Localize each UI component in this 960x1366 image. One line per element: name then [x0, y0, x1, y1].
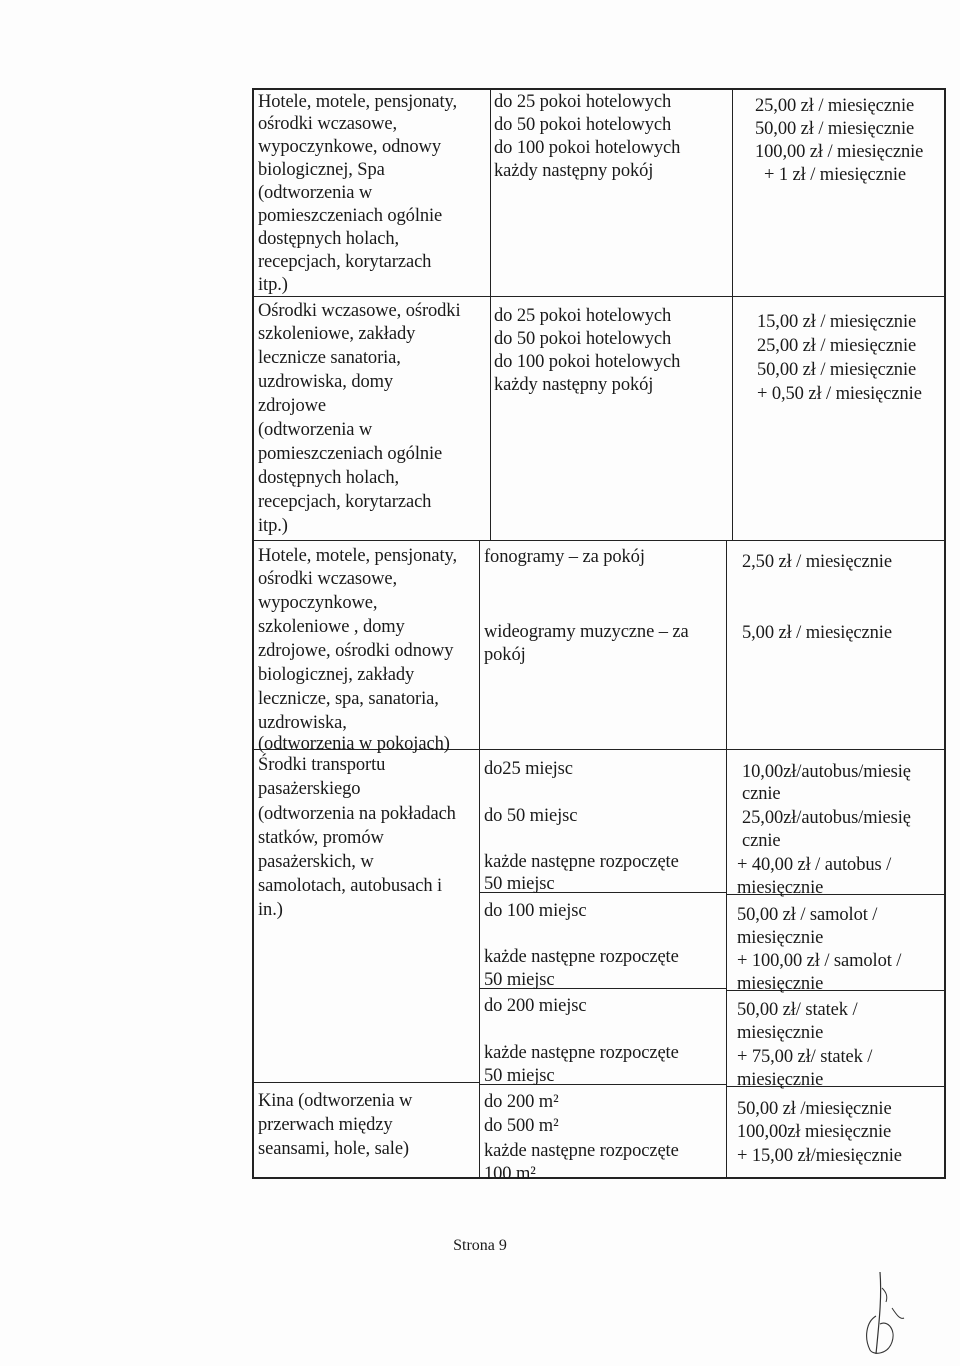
category-line: biologicznej, Spa — [258, 160, 385, 180]
row-divider-2 — [252, 540, 946, 541]
rate-line: 2,50 zł / miesięcznie — [742, 552, 892, 572]
column-divider-2-lower — [726, 540, 727, 1178]
category-line: zdrojowe — [258, 396, 327, 416]
rate-line: + 0,50 zł / miesięcznie — [757, 384, 922, 404]
rate-line: + 75,00 zł/ statek / — [737, 1047, 873, 1067]
category-line: ośrodki wczasowe, — [258, 569, 398, 589]
rate-line: miesięcznie — [737, 878, 824, 898]
rate-line: 25,00 zł / miesięcznie — [757, 336, 917, 356]
row-divider-4-col1 — [252, 1082, 480, 1083]
column-divider-2 — [732, 88, 733, 540]
rate-line: 25,00zł/autobus/miesię — [742, 808, 911, 828]
category-line: pasażerskiego — [258, 779, 361, 799]
category-line: recepcjach, korytarzach — [258, 492, 432, 512]
rate-line: miesięcznie — [737, 928, 824, 948]
category-line: (odtworzenia w — [258, 420, 373, 440]
category-line: pomieszczeniach ogólnie — [258, 206, 443, 226]
rate-line: 50,00 zł/ statek / — [737, 1000, 858, 1020]
category-line: samolotach, autobusach i — [258, 876, 443, 896]
category-line: dostępnych holach, — [258, 229, 400, 249]
rate-line: 15,00 zł / miesięcznie — [757, 312, 917, 332]
rate-line: 50,00 zł / miesięcznie — [757, 360, 917, 380]
scope-line: do 50 pokoi hotelowych — [494, 115, 672, 135]
table-border-left — [252, 88, 254, 1178]
rate-line: + 40,00 zł / autobus / — [737, 855, 892, 875]
category-line: wypoczynkowe, — [258, 593, 378, 613]
column-divider-1 — [490, 88, 491, 540]
scope-line: każde następne rozpoczęte — [484, 1043, 679, 1063]
rate-line: 100,00zł miesięcznie — [737, 1122, 892, 1142]
rate-line: 100,00 zł / miesięcznie — [755, 142, 924, 162]
scope-line: wideogramy muzyczne – za — [484, 622, 689, 642]
rate-line: 10,00zł/autobus/miesię — [742, 762, 911, 782]
category-line: itp.) — [258, 275, 288, 295]
category-line: (odtworzenia na pokładach — [258, 804, 456, 824]
scope-line: 50 miejsc — [484, 1066, 555, 1086]
rate-line: 5,00 zł / miesięcznie — [742, 623, 892, 643]
signature-mark — [858, 1268, 908, 1360]
category-line: itp.) — [258, 516, 288, 536]
category-line: szkoleniowe, zakłady — [258, 324, 416, 344]
category-line: Kina (odtworzenia w — [258, 1091, 413, 1111]
scope-line: 100 m² — [484, 1164, 536, 1184]
category-line: statków, promów — [258, 828, 384, 848]
scope-line: do 50 miejsc — [484, 806, 578, 826]
rate-line: 50,00 zł /miesięcznie — [737, 1099, 892, 1119]
scope-line: do 100 pokoi hotelowych — [494, 138, 681, 158]
rate-line: + 15,00 zł/miesięcznie — [737, 1146, 902, 1166]
category-line: lecznicze sanatoria, — [258, 348, 401, 368]
page-number: Strona 9 — [453, 1237, 507, 1254]
category-line: uzdrowiska, — [258, 713, 347, 733]
table-border-bottom — [252, 1177, 946, 1179]
rate-line: 50,00 zł / samolot / — [737, 905, 878, 925]
rate-line: cznie — [742, 831, 781, 851]
scope-line: każde następne rozpoczęte — [484, 947, 679, 967]
scope-line: do 200 m² — [484, 1092, 559, 1112]
rate-line: 25,00 zł / miesięcznie — [755, 96, 915, 116]
scope-line: do25 miejsc — [484, 759, 573, 779]
category-line: Hotele, motele, pensjonaty, — [258, 92, 458, 112]
category-line: Środki transportu — [258, 755, 386, 775]
scope-line: pokój — [484, 645, 526, 665]
category-line: dostępnych holach, — [258, 468, 400, 488]
category-line: biologicznej, zakłady — [258, 665, 415, 685]
scope-line: każdy następny pokój — [494, 161, 654, 181]
scope-line: do 200 miejsc — [484, 996, 587, 1016]
row-divider-1 — [252, 296, 946, 297]
scope-line: każde następne rozpoczęte — [484, 1141, 679, 1161]
rate-line: cznie — [742, 784, 781, 804]
category-line: szkoleniowe , domy — [258, 617, 405, 637]
rate-line: + 100,00 zł / samolot / — [737, 951, 902, 971]
category-line: recepcjach, korytarzach — [258, 252, 432, 272]
category-line: Ośrodki wczasowe, ośrodki — [258, 301, 461, 321]
rate-line: miesięcznie — [737, 1070, 824, 1090]
rate-line: miesięcznie — [737, 974, 824, 994]
category-line: uzdrowiska, domy — [258, 372, 394, 392]
scope-line: do 100 miejsc — [484, 901, 587, 921]
rate-line: miesięcznie — [737, 1023, 824, 1043]
scope-line: każde następne rozpoczęte — [484, 852, 679, 872]
scope-line: 50 miejsc — [484, 874, 555, 894]
scope-line: 50 miejsc — [484, 970, 555, 990]
category-line: wypoczynkowe, odnowy — [258, 137, 441, 157]
scope-line: do 25 pokoi hotelowych — [494, 92, 672, 112]
table-border-right — [944, 88, 946, 1178]
category-line: lecznicze, spa, sanatoria, — [258, 689, 439, 709]
scope-line: do 25 pokoi hotelowych — [494, 306, 672, 326]
category-line: seansami, hole, sale) — [258, 1139, 409, 1159]
category-line: pasażerskich, w — [258, 852, 374, 872]
category-line: (odtworzenia w pokojach) — [258, 734, 450, 754]
category-line: ośrodki wczasowe, — [258, 114, 398, 134]
category-line: in.) — [258, 900, 283, 920]
category-line: pomieszczeniach ogólnie — [258, 444, 443, 464]
category-line: przerwach między — [258, 1115, 393, 1135]
category-line: zdrojowe, ośrodki odnowy — [258, 641, 454, 661]
scope-line: do 500 m² — [484, 1116, 559, 1136]
scope-line: do 100 pokoi hotelowych — [494, 352, 681, 372]
rate-line: 50,00 zł / miesięcznie — [755, 119, 915, 139]
scope-line: do 50 pokoi hotelowych — [494, 329, 672, 349]
category-line: (odtworzenia w — [258, 183, 373, 203]
scope-line: każdy następny pokój — [494, 375, 654, 395]
rate-line: + 1 zł / miesięcznie — [764, 165, 906, 185]
scope-line: fonogramy – za pokój — [484, 547, 645, 567]
category-line: Hotele, motele, pensjonaty, — [258, 546, 458, 566]
